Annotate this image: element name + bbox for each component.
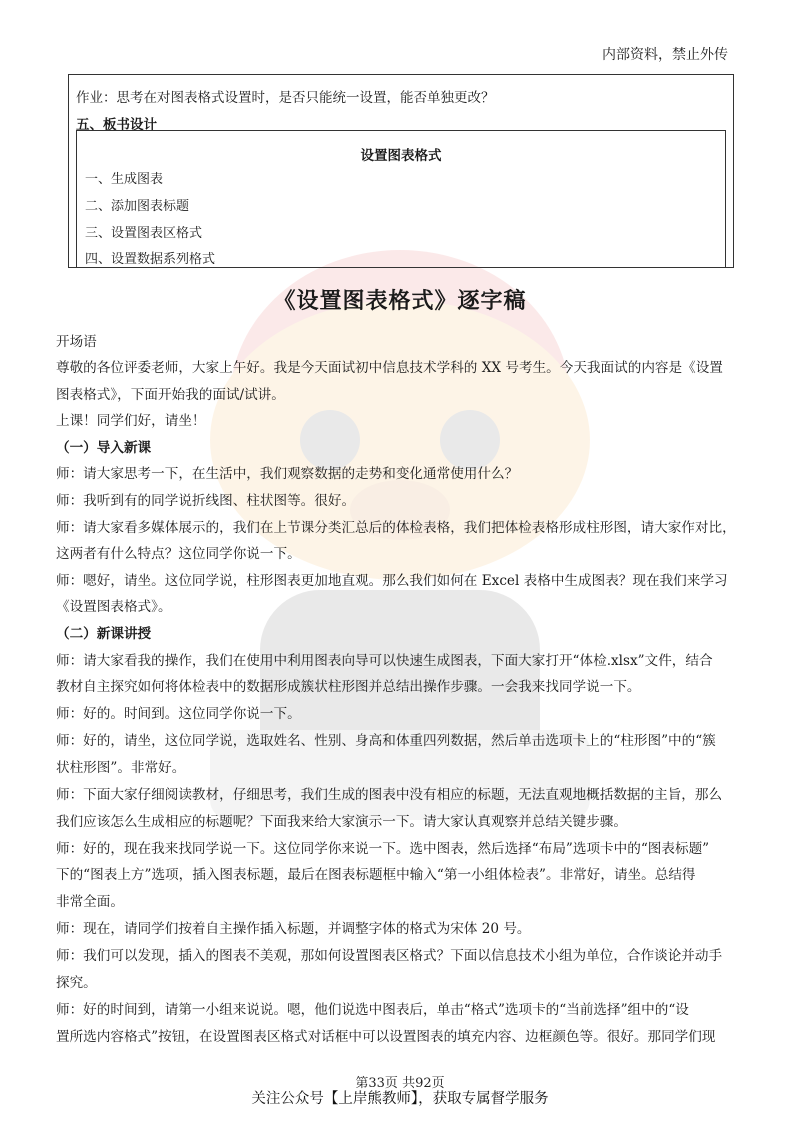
body-line: 师：我们可以发现，插入的图表不美观，那如何设置图表区格式？下面以信息技术小组为单位，合作谈论并动手 <box>56 948 723 964</box>
body-line: 师：嗯好，请坐。这位同学说，柱形图表更加地直观。那么我们如何在 Excel 表格中生成图表？现在我们来学习 <box>56 573 728 589</box>
body-line: 师：好的，请坐，这位同学说，选取姓名、性别、身高和体重四列数据，然后单击选项卡上的“柱形图”中的“簇 <box>56 733 716 749</box>
body-line: 师：现在，请同学们按着自主操作插入标题，并调整字体的格式为宋体 20 号。 <box>56 921 531 937</box>
board-design-box <box>76 130 726 268</box>
body-line: 师：好的时间到，请第一小组来说说。嗯，他们说选中图表后，单击“格式”选项卡的“当前选择”组中的“设 <box>56 1002 689 1018</box>
homework-text: 作业：思考在对图表格式设置时，是否只能统一设置，能否单独更改？ <box>76 90 495 106</box>
board-item: 四、设置数据系列格式 <box>85 252 216 267</box>
body-line: 师：请大家看多媒体展示的，我们在上节课分类汇总后的体检表格，我们把体检表格形成柱形图，请大家作对比， <box>56 520 736 536</box>
body-line: 这两者有什么特点？这位同学你说一下。 <box>56 546 301 562</box>
section-heading-intro: （一）导入新课 <box>56 440 152 456</box>
subheading-opening: 开场语 <box>56 334 97 350</box>
footer-promo: 关注公众号【上岸熊教师】，获取专属督学服务 <box>251 1091 549 1107</box>
board-item: 一、生成图表 <box>85 172 164 187</box>
body-line: 《设置图表格式》。 <box>56 599 172 615</box>
body-line: 下的“图表上方”选项，插入图表标题，最后在图表标题框中输入“第一小组体检表”。非常好，请坐。总结得 <box>56 867 696 883</box>
body-line: 我们应该怎么生成相应的标题呢？下面我来给大家演示一下。请大家认真观察并总结关键步骤。 <box>56 814 627 830</box>
body-line: 师：请大家思考一下，在生活中，我们观察数据的走势和变化通常使用什么？ <box>56 466 519 482</box>
page-number: 第33页 共92页 <box>355 1076 445 1091</box>
body-line: 师：我听到有的同学说折线图、柱状图等。很好。 <box>56 493 356 509</box>
section-heading-board-design: 五、板书设计 <box>76 117 157 133</box>
document-title: 《设置图表格式》逐字稿 <box>273 288 527 314</box>
body-line: 教材自主探究如何将体检表中的数据形成簇状柱形图并总结出操作步骤。一会我来找同学说一下。 <box>56 679 641 695</box>
body-line: 探究。 <box>56 975 97 991</box>
body-line: 置所选内容格式”按钮，在设置图表区格式对话框中可以设置图表的填充内容、边框颜色等。很好。那同学们现 <box>56 1029 716 1045</box>
body-line: 非常全面。 <box>56 894 124 910</box>
body-line: 状柱形图”。非常好。 <box>56 760 186 776</box>
header-note: 内部资料，禁止外传 <box>602 47 728 63</box>
section-heading-new-lesson: （二）新课讲授 <box>56 626 152 642</box>
body-line: 师：请大家看我的操作，我们在使用中利用图表向导可以快速生成图表，下面大家打开“体检.xlsx”文件，结合 <box>56 653 713 669</box>
body-line: 师：好的，现在我来找同学说一下。这位同学你来说一下。选中图表，然后选择“布局”选项卡中的“图表标题” <box>56 841 710 857</box>
body-line: 尊敬的各位评委老师，大家上午好。我是今天面试初中信息技术学科的 XX 号考生。今天我面试的内容是《设置 <box>56 360 723 376</box>
board-item: 三、设置图表区格式 <box>85 226 203 241</box>
body-line: 图表格式》，下面开始我的面试/试讲。 <box>56 387 285 403</box>
board-title: 设置图表格式 <box>360 148 442 164</box>
body-line: 师：下面大家仔细阅读教材，仔细思考，我们生成的图表中没有相应的标题，无法直观地概括数据的主旨，那么 <box>56 787 723 803</box>
body-line: 师：好的。时间到。这位同学你说一下。 <box>56 706 301 722</box>
board-item: 二、添加图表标题 <box>85 199 190 214</box>
body-line: 上课！同学们好，请坐！ <box>56 413 206 429</box>
